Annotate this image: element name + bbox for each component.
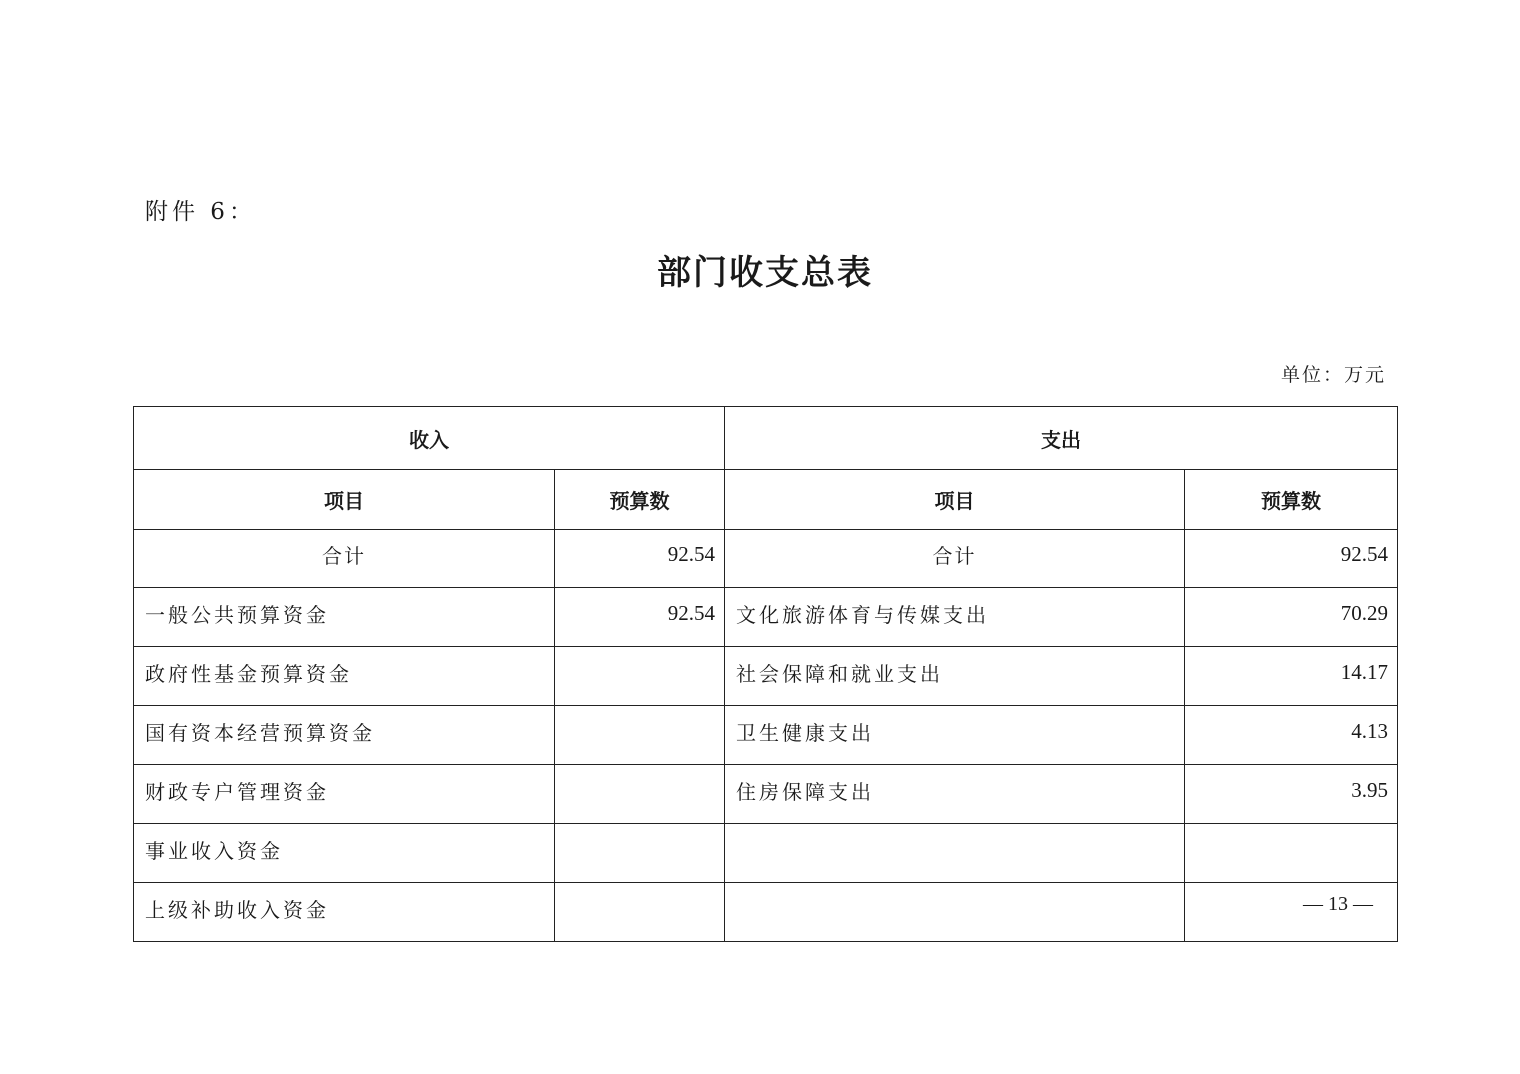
income-value — [555, 883, 725, 942]
income-value — [555, 706, 725, 765]
table-row — [134, 706, 1398, 765]
expense-item: 社会保障和就业支出 — [725, 647, 1185, 706]
total-row — [134, 530, 1398, 588]
expense-item — [725, 824, 1185, 883]
expense-value: 3.95 — [1185, 765, 1398, 824]
expense-value: 14.17 — [1185, 647, 1398, 706]
expense-total-value: 92.54 — [1185, 530, 1398, 588]
income-item-column-header: 项目 — [134, 470, 555, 530]
section-header-row — [134, 407, 1398, 470]
income-item: 财政专户管理资金 — [134, 765, 555, 824]
column-header-row — [134, 470, 1398, 530]
income-value — [555, 765, 725, 824]
expense-total-label: 合计 — [725, 530, 1185, 588]
expense-item — [725, 883, 1185, 942]
table-row — [134, 647, 1398, 706]
income-section-header: 收入 — [134, 407, 725, 470]
income-item: 事业收入资金 — [134, 824, 555, 883]
income-value — [555, 647, 725, 706]
table-row — [134, 824, 1398, 883]
table-row — [134, 883, 1398, 942]
table-row — [134, 765, 1398, 824]
budget-summary-table — [133, 406, 1398, 942]
unit-label: 单位：万元 — [1280, 364, 1386, 386]
expense-item: 住房保障支出 — [725, 765, 1185, 824]
income-value: 92.54 — [555, 588, 725, 647]
income-amount-column-header: 预算数 — [555, 470, 725, 530]
income-value — [555, 824, 725, 883]
expense-item: 卫生健康支出 — [725, 706, 1185, 765]
expense-value — [1185, 824, 1398, 883]
income-item: 一般公共预算资金 — [134, 588, 555, 647]
expense-value: 70.29 — [1185, 588, 1398, 647]
expense-item-column-header: 项目 — [725, 470, 1185, 530]
income-item: 国有资本经营预算资金 — [134, 706, 555, 765]
expense-value: 4.13 — [1185, 706, 1398, 765]
table-row — [134, 588, 1398, 647]
expense-item: 文化旅游体育与传媒支出 — [725, 588, 1185, 647]
income-item: 上级补助收入资金 — [134, 883, 555, 942]
income-total-label: 合计 — [134, 530, 555, 588]
expense-section-header: 支出 — [725, 407, 1398, 470]
income-total-value: 92.54 — [555, 530, 725, 588]
page-number: — 13 — — [1303, 893, 1373, 915]
attachment-label: 附件 6： — [145, 199, 256, 225]
expense-amount-column-header: 预算数 — [1185, 470, 1398, 530]
page-title: 部门收支总表 — [657, 253, 873, 293]
income-item: 政府性基金预算资金 — [134, 647, 555, 706]
